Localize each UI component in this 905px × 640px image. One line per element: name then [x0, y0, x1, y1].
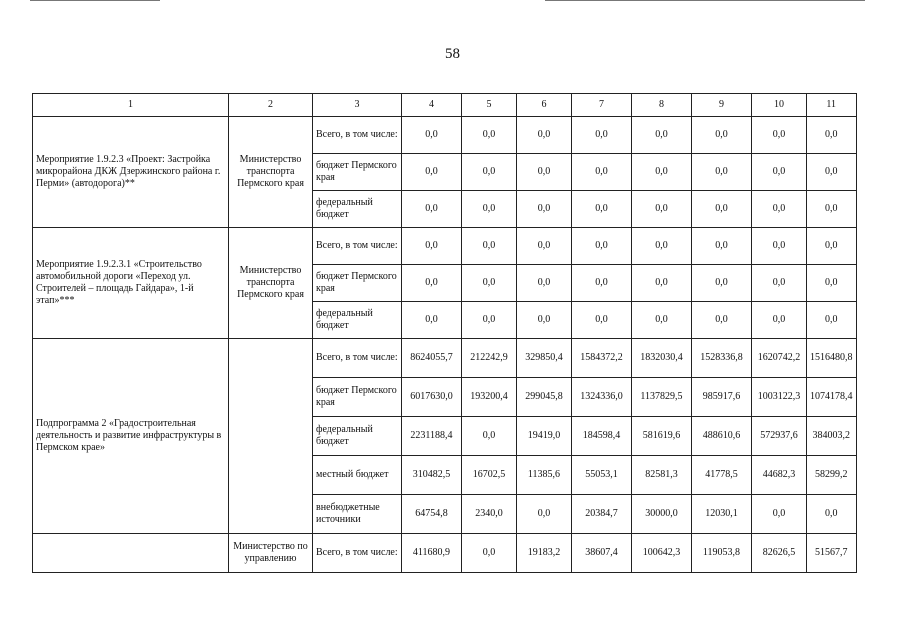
column-header: 4 — [402, 94, 462, 117]
amount-cell: 1137829,5 — [632, 378, 692, 417]
amount-cell: 0,0 — [517, 302, 572, 339]
amount-cell: 0,0 — [752, 495, 807, 534]
amount-cell: 0,0 — [692, 154, 752, 191]
column-header: 1 — [33, 94, 229, 117]
measure-name-cell: Подпрограмма 2 «Градостроительная деятельность и развитие инфраструктуры в Пермском крае» — [33, 339, 229, 534]
funding-source-cell: внебюджетные источники — [313, 495, 402, 534]
amount-cell: 0,0 — [752, 228, 807, 265]
funding-source-cell: бюджет Пермского края — [313, 378, 402, 417]
amount-cell: 310482,5 — [402, 456, 462, 495]
amount-cell: 1074178,4 — [807, 378, 857, 417]
funding-source-cell: бюджет Пермского края — [313, 154, 402, 191]
amount-cell: 0,0 — [462, 191, 517, 228]
scan-edge-line — [545, 0, 865, 1]
amount-cell: 0,0 — [807, 228, 857, 265]
amount-cell: 16702,5 — [462, 456, 517, 495]
amount-cell: 0,0 — [632, 154, 692, 191]
amount-cell: 985917,6 — [692, 378, 752, 417]
column-header: 6 — [517, 94, 572, 117]
column-header: 10 — [752, 94, 807, 117]
funding-source-cell: бюджет Пермского края — [313, 265, 402, 302]
amount-cell: 299045,8 — [517, 378, 572, 417]
column-header: 3 — [313, 94, 402, 117]
amount-cell: 193200,4 — [462, 378, 517, 417]
amount-cell: 0,0 — [517, 117, 572, 154]
amount-cell: 1584372,2 — [572, 339, 632, 378]
amount-cell: 0,0 — [632, 191, 692, 228]
amount-cell: 488610,6 — [692, 417, 752, 456]
amount-cell: 38607,4 — [572, 534, 632, 573]
amount-cell: 0,0 — [572, 228, 632, 265]
measure-name-cell: Мероприятие 1.9.2.3.1 «Строительство автомобильной дороги «Переход ул. Строителей – площадь Гайдара», 1-й этап»*** — [33, 228, 229, 339]
column-header: 5 — [462, 94, 517, 117]
amount-cell: 0,0 — [572, 265, 632, 302]
table-row — [33, 534, 857, 573]
table-row — [33, 117, 857, 154]
amount-cell: 20384,7 — [572, 495, 632, 534]
table-row — [33, 339, 857, 378]
amount-cell: 0,0 — [517, 154, 572, 191]
amount-cell: 1620742,2 — [752, 339, 807, 378]
funding-source-cell: Всего, в том числе: — [313, 117, 402, 154]
column-header: 11 — [807, 94, 857, 117]
amount-cell: 0,0 — [462, 265, 517, 302]
amount-cell: 30000,0 — [632, 495, 692, 534]
amount-cell: 100642,3 — [632, 534, 692, 573]
amount-cell: 0,0 — [632, 265, 692, 302]
amount-cell: 19183,2 — [517, 534, 572, 573]
amount-cell: 0,0 — [402, 302, 462, 339]
amount-cell: 0,0 — [462, 534, 517, 573]
amount-cell: 82581,3 — [632, 456, 692, 495]
amount-cell: 0,0 — [752, 154, 807, 191]
amount-cell: 0,0 — [517, 191, 572, 228]
amount-cell: 0,0 — [572, 117, 632, 154]
amount-cell: 12030,1 — [692, 495, 752, 534]
amount-cell: 0,0 — [807, 495, 857, 534]
executor-cell: Министерство по управлению — [229, 534, 313, 573]
amount-cell: 1324336,0 — [572, 378, 632, 417]
amount-cell: 0,0 — [807, 302, 857, 339]
amount-cell: 0,0 — [692, 117, 752, 154]
amount-cell: 51567,7 — [807, 534, 857, 573]
amount-cell: 0,0 — [752, 265, 807, 302]
amount-cell: 82626,5 — [752, 534, 807, 573]
amount-cell: 0,0 — [632, 228, 692, 265]
executor-cell — [229, 339, 313, 534]
amount-cell: 8624055,7 — [402, 339, 462, 378]
amount-cell: 58299,2 — [807, 456, 857, 495]
funding-source-cell: федеральный бюджет — [313, 417, 402, 456]
table-row — [33, 228, 857, 265]
amount-cell: 2231188,4 — [402, 417, 462, 456]
page-number: 58 — [445, 46, 460, 62]
column-header: 7 — [572, 94, 632, 117]
amount-cell: 0,0 — [807, 265, 857, 302]
header-row — [33, 94, 857, 117]
amount-cell: 0,0 — [572, 191, 632, 228]
funding-source-cell: федеральный бюджет — [313, 191, 402, 228]
amount-cell: 0,0 — [692, 265, 752, 302]
amount-cell: 2340,0 — [462, 495, 517, 534]
measure-name-cell — [33, 534, 229, 573]
funding-source-cell: федеральный бюджет — [313, 302, 402, 339]
measure-name-cell: Мероприятие 1.9.2.3 «Проект: Застройка микрорайона ДКЖ Дзержинского района г. Перми» (автодорога)** — [33, 117, 229, 228]
funding-source-cell: Всего, в том числе: — [313, 534, 402, 573]
amount-cell: 0,0 — [692, 302, 752, 339]
amount-cell: 0,0 — [807, 117, 857, 154]
amount-cell: 119053,8 — [692, 534, 752, 573]
amount-cell: 0,0 — [517, 228, 572, 265]
amount-cell: 0,0 — [632, 302, 692, 339]
funding-source-cell: местный бюджет — [313, 456, 402, 495]
amount-cell: 0,0 — [752, 191, 807, 228]
amount-cell: 212242,9 — [462, 339, 517, 378]
amount-cell: 1528336,8 — [692, 339, 752, 378]
amount-cell: 1003122,3 — [752, 378, 807, 417]
amount-cell: 329850,4 — [517, 339, 572, 378]
amount-cell: 1832030,4 — [632, 339, 692, 378]
amount-cell: 0,0 — [692, 191, 752, 228]
amount-cell: 0,0 — [572, 302, 632, 339]
funding-source-cell: Всего, в том числе: — [313, 228, 402, 265]
column-header: 9 — [692, 94, 752, 117]
amount-cell: 1516480,8 — [807, 339, 857, 378]
amount-cell: 0,0 — [462, 417, 517, 456]
amount-cell: 55053,1 — [572, 456, 632, 495]
amount-cell: 0,0 — [402, 117, 462, 154]
amount-cell: 0,0 — [402, 228, 462, 265]
amount-cell: 0,0 — [462, 302, 517, 339]
amount-cell: 41778,5 — [692, 456, 752, 495]
amount-cell: 6017630,0 — [402, 378, 462, 417]
amount-cell: 572937,6 — [752, 417, 807, 456]
amount-cell: 184598,4 — [572, 417, 632, 456]
column-header: 8 — [632, 94, 692, 117]
amount-cell: 11385,6 — [517, 456, 572, 495]
executor-cell: Министерство транспорта Пермского края — [229, 228, 313, 339]
budget-table — [32, 93, 857, 573]
amount-cell: 0,0 — [807, 191, 857, 228]
scan-edge-line — [30, 0, 160, 1]
amount-cell: 0,0 — [402, 154, 462, 191]
amount-cell: 64754,8 — [402, 495, 462, 534]
executor-cell: Министерство транспорта Пермского края — [229, 117, 313, 228]
funding-source-cell: Всего, в том числе: — [313, 339, 402, 378]
amount-cell: 0,0 — [517, 495, 572, 534]
amount-cell: 0,0 — [692, 228, 752, 265]
amount-cell: 0,0 — [402, 265, 462, 302]
amount-cell: 0,0 — [462, 228, 517, 265]
amount-cell: 0,0 — [462, 154, 517, 191]
amount-cell: 0,0 — [572, 154, 632, 191]
amount-cell: 44682,3 — [752, 456, 807, 495]
amount-cell: 0,0 — [517, 265, 572, 302]
amount-cell: 0,0 — [752, 302, 807, 339]
amount-cell: 0,0 — [462, 117, 517, 154]
amount-cell: 0,0 — [632, 117, 692, 154]
amount-cell: 0,0 — [402, 191, 462, 228]
amount-cell: 0,0 — [807, 154, 857, 191]
amount-cell: 0,0 — [752, 117, 807, 154]
column-header: 2 — [229, 94, 313, 117]
amount-cell: 411680,9 — [402, 534, 462, 573]
amount-cell: 19419,0 — [517, 417, 572, 456]
amount-cell: 384003,2 — [807, 417, 857, 456]
amount-cell: 581619,6 — [632, 417, 692, 456]
